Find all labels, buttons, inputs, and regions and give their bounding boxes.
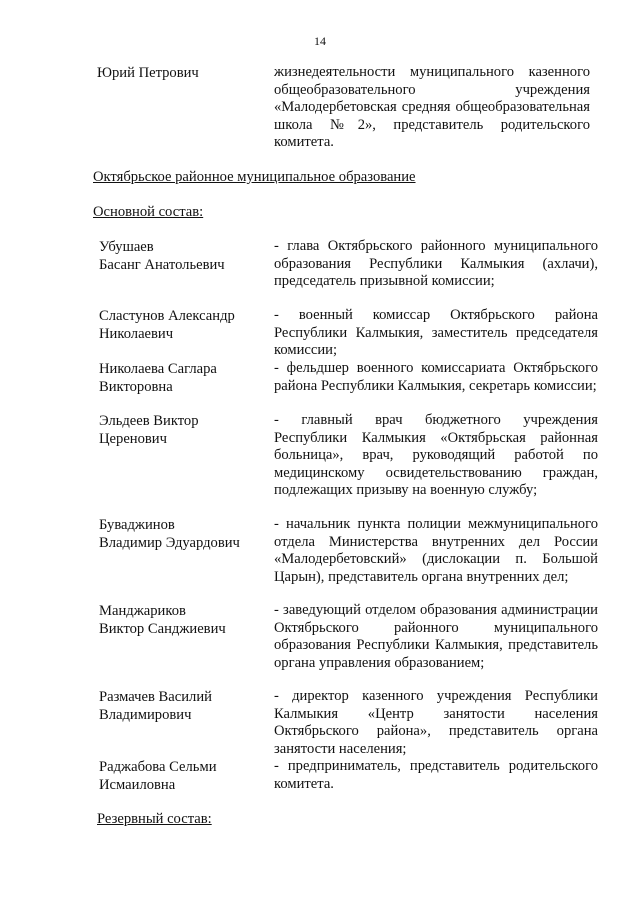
member-name-line: Размачев Василий xyxy=(99,689,212,705)
member-description: - военный комиссар Октябрьского района Республики Калмыкия, заместитель председателя комиссии; xyxy=(274,307,598,358)
member-name-line: Раджабова Сельми xyxy=(99,759,217,775)
member-description: - директор казенного учреждения Республики Калмыкия «Центр занятости населения Октябрьского района», представитель органа занятости населения; xyxy=(274,688,598,757)
intro-description: жизнедеятельности муниципального казенного общеобразовательного учреждения «Малодербетовская средняя общеобразовательная школа №2», представитель родительского комитета. xyxy=(274,64,590,150)
member-name xyxy=(99,758,217,794)
member-name-line: Владимир Эдуардович xyxy=(99,535,240,551)
member-name-line: Убушаев xyxy=(99,239,154,255)
main-composition-heading: Основной состав: xyxy=(93,204,204,220)
member-description: - начальник пункта полиции межмуниципального отдела Министерства внутренних дел России «Малодербетовский» (дислокации п. Большой Царын), представитель органа внутренних дел; xyxy=(274,516,598,585)
member-description: - предприниматель, представитель родительского комитета. xyxy=(274,758,598,792)
reserve-composition-heading: Резервный состав: xyxy=(97,811,212,827)
member-name-line: Николаева Саглара xyxy=(99,361,217,377)
member-description: - фельдшер военного комиссариата Октябрьского района Республики Калмыкия, секретарь комиссии; xyxy=(274,360,598,394)
member-name-line: Исмаиловна xyxy=(99,777,176,793)
member-name xyxy=(99,360,217,396)
member-name xyxy=(99,688,212,724)
member-name-line: Виктор Санджиевич xyxy=(99,621,226,637)
member-description: - главный врач бюджетного учреждения Республики Калмыкия «Октябрьская районная больница», врач, руководящий работой по медицинскому освидетельствованию граждан, подлежащих призыву на военную службу; xyxy=(274,412,598,498)
member-name xyxy=(99,412,199,448)
member-name xyxy=(99,307,235,343)
intro-name: Юрий Петрович xyxy=(97,65,199,81)
member-name xyxy=(99,602,226,638)
member-name xyxy=(99,238,225,274)
member-description: - заведующий отделом образования администрации Октябрьского районного муниципального образования Республики Калмыкия, представитель органа управления образованием; xyxy=(274,602,598,671)
member-name-line: Манджариков xyxy=(99,603,186,619)
member-name-line: Владимирович xyxy=(99,707,192,723)
member-description: - глава Октябрьского районного муниципального образования Республики Калмыкия (ахлачи), председатель призывной комиссии; xyxy=(274,238,598,289)
member-name-line: Викторовна xyxy=(99,379,173,395)
page-number: 14 xyxy=(314,34,326,48)
member-name-line: Буваджинов xyxy=(99,517,175,533)
member-name-line: Николаевич xyxy=(99,326,174,342)
member-name-line: Басанг Анатольевич xyxy=(99,257,225,273)
member-name-line: Церенович xyxy=(99,431,167,447)
section-title: Октябрьское районное муниципальное образование xyxy=(93,169,416,185)
member-name xyxy=(99,516,240,552)
member-name-line: Эльдеев Виктор xyxy=(99,413,199,429)
member-name-line: Сластунов Александр xyxy=(99,308,235,324)
